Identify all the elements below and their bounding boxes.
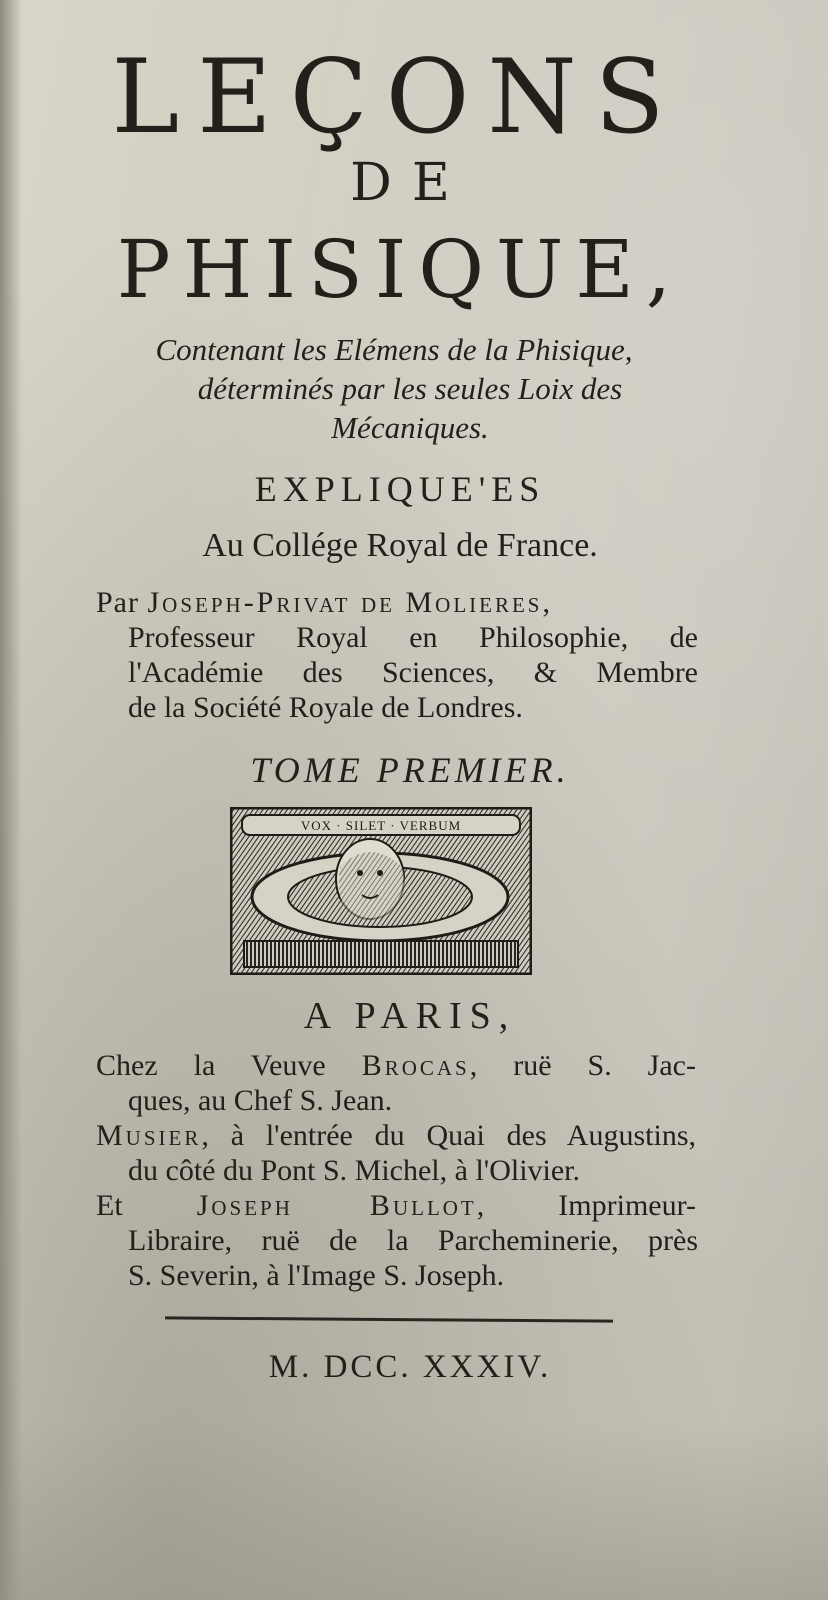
imprint-prefix-5: Et	[96, 1189, 197, 1222]
author-line-4: de la Société Royale de Londres.	[128, 691, 523, 724]
imprint-line-7: S. Severin, à l'Image S. Joseph.	[128, 1259, 505, 1292]
printer-name-brocas: Brocas	[361, 1049, 470, 1082]
page-gutter-shadow	[0, 0, 22, 1600]
author-name: Joseph-Privat de Molieres,	[147, 586, 553, 619]
author-line-1	[96, 585, 696, 621]
title-lecons: LEÇONS	[111, 38, 683, 157]
imprint-line-3	[96, 1118, 696, 1154]
subtitle-line-1: Contenant les Elémens de la Phisique,	[155, 332, 633, 367]
imprint-prefix-1: Chez la Veuve	[96, 1049, 362, 1082]
publication-date: M. DCC. XXXIV.	[268, 1349, 552, 1385]
imprint-line-2: ques, au Chef S. Jean.	[128, 1084, 393, 1117]
page-bottom-shadow	[0, 1420, 828, 1600]
title-phisique: PHISIQUE,	[116, 223, 684, 316]
college-line: Au Collége Royal de France.	[202, 527, 598, 564]
imprint-suffix-1: , ruë S. Jac-	[469, 1049, 696, 1082]
imprint-suffix-3: , à l'entrée du Quai des Augustins,	[201, 1119, 696, 1152]
printer-device-woodcut-icon	[230, 807, 532, 975]
subtitle-line-3: Mécaniques.	[331, 410, 489, 445]
imprint-line-4: du côté du Pont S. Michel, à l'Olivier.	[128, 1154, 581, 1187]
author-line-2: Professeur Royal en Philosophie, de	[128, 621, 698, 654]
volume-label: TOME PREMIER.	[250, 750, 570, 790]
author-prefix: Par	[96, 586, 148, 619]
imprint-line-1	[96, 1048, 696, 1084]
subtitle-line-2: déterminés par les seules Loix des	[197, 371, 623, 406]
printer-name-bullot: Joseph Bullot	[196, 1189, 477, 1222]
svg-text:VOX · SILET · VERBUM: VOX · SILET · VERBUM	[300, 818, 462, 833]
divider-rule	[165, 1316, 613, 1322]
imprint-suffix-5: , Imprimeur-	[476, 1189, 696, 1222]
imprint-place: A PARIS,	[303, 995, 517, 1037]
author-line-3: l'Académie des Sciences, & Membre	[128, 656, 698, 689]
imprint-line-6: Libraire, ruë de la Parcheminerie, près	[128, 1224, 698, 1257]
explained-heading: EXPLIQUE'ES	[254, 469, 546, 509]
title-de: DE	[350, 153, 470, 213]
printer-name-musier: Musier	[96, 1119, 202, 1152]
imprint-line-5	[96, 1188, 696, 1224]
